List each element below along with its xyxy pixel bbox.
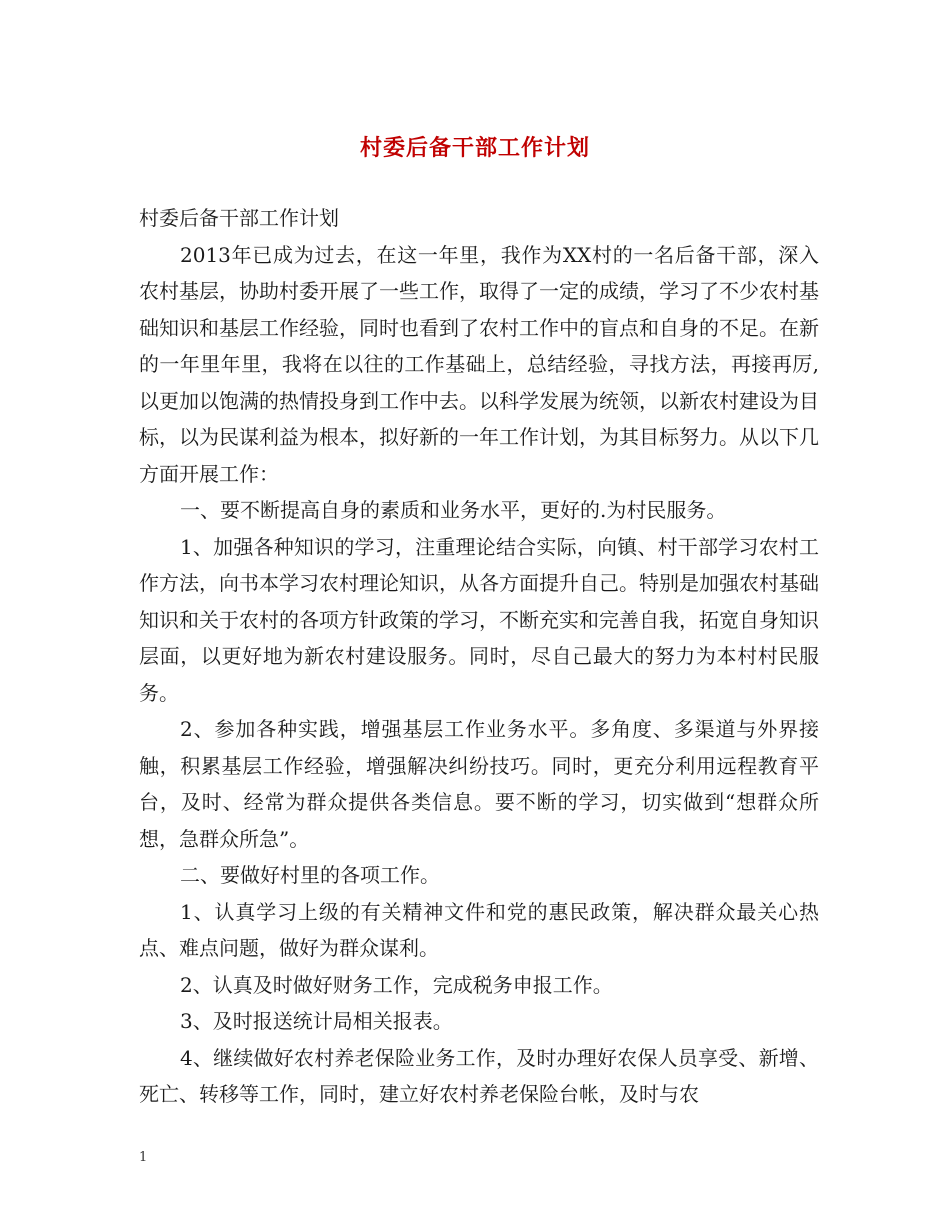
section-heading-2: 二、要做好村里的各项工作。: [180, 863, 440, 887]
paragraph-item: 4、继续做好农村养老保险业务工作，及时办理好农保人员享受、新增、死亡、转移等工作，同时，建立好农村养老保险台帐，及时与农: [139, 1045, 819, 1106]
paragraph-item: 3、及时报送统计局相关报表。: [180, 1009, 453, 1033]
body-heading: 村委后备干部工作计划: [139, 206, 339, 230]
paragraph-item: 2、认真及时做好财务工作，完成税务申报工作。: [180, 972, 613, 997]
page-number: 1: [139, 1150, 148, 1165]
document-body: [139, 200, 819, 1113]
document-title: 村委后备干部工作计划: [359, 135, 590, 161]
paragraph-intro: 2013年已成为过去，在这一年里，我作为XX村的一名后备干部，深入农村基层，协助村委开展了一些工作，取得了一定的成绩，学习了不少农村基础知识和基层工作经验，同时也看到了农村工作中的盲点和自身的不足。在新的一年里年里，我将在以往的工作基础上，总结经验，寻找方法，再接再厉,以更加以饱满的热情投身到工作中去。以科学发展为统领，以新农村建设为目标，以为民谋利益为根本，拟好新的一年工作计划，为其目标努力。从以下几方面开展工作：: [139, 242, 819, 486]
paragraph-item: 1、加强各种知识的学习，注重理论结合实际，向镇、村干部学习农村工作方法，向书本学习农村理论知识，从各方面提升自己。特别是加强农村基础知识和关于农村的各项方针政策的学习，不断充实和完善自我，拓宽自身知识层面，以更好地为新农村建设服务。同时，尽自己最大的努力为本村村民服务。: [139, 534, 819, 705]
paragraph-item: 1、认真学习上级的有关精神文件和党的惠民政策，解决群众最关心热点、难点问题，做好为群众谋利。: [139, 899, 819, 960]
section-heading-1: 一、要不断提高自身的素质和业务水平，更好的.为村民服务。: [180, 498, 727, 522]
paragraph-item: 2、参加各种实践，增强基层工作业务水平。多角度、多渠道与外界接触，积累基层工作经验，增强解决纠纷技巧。同时，更充分利用远程教育平台，及时、经常为群众提供各类信息。要不断的学习，切实做到“想群众所想，急群众所急”。: [139, 717, 819, 851]
